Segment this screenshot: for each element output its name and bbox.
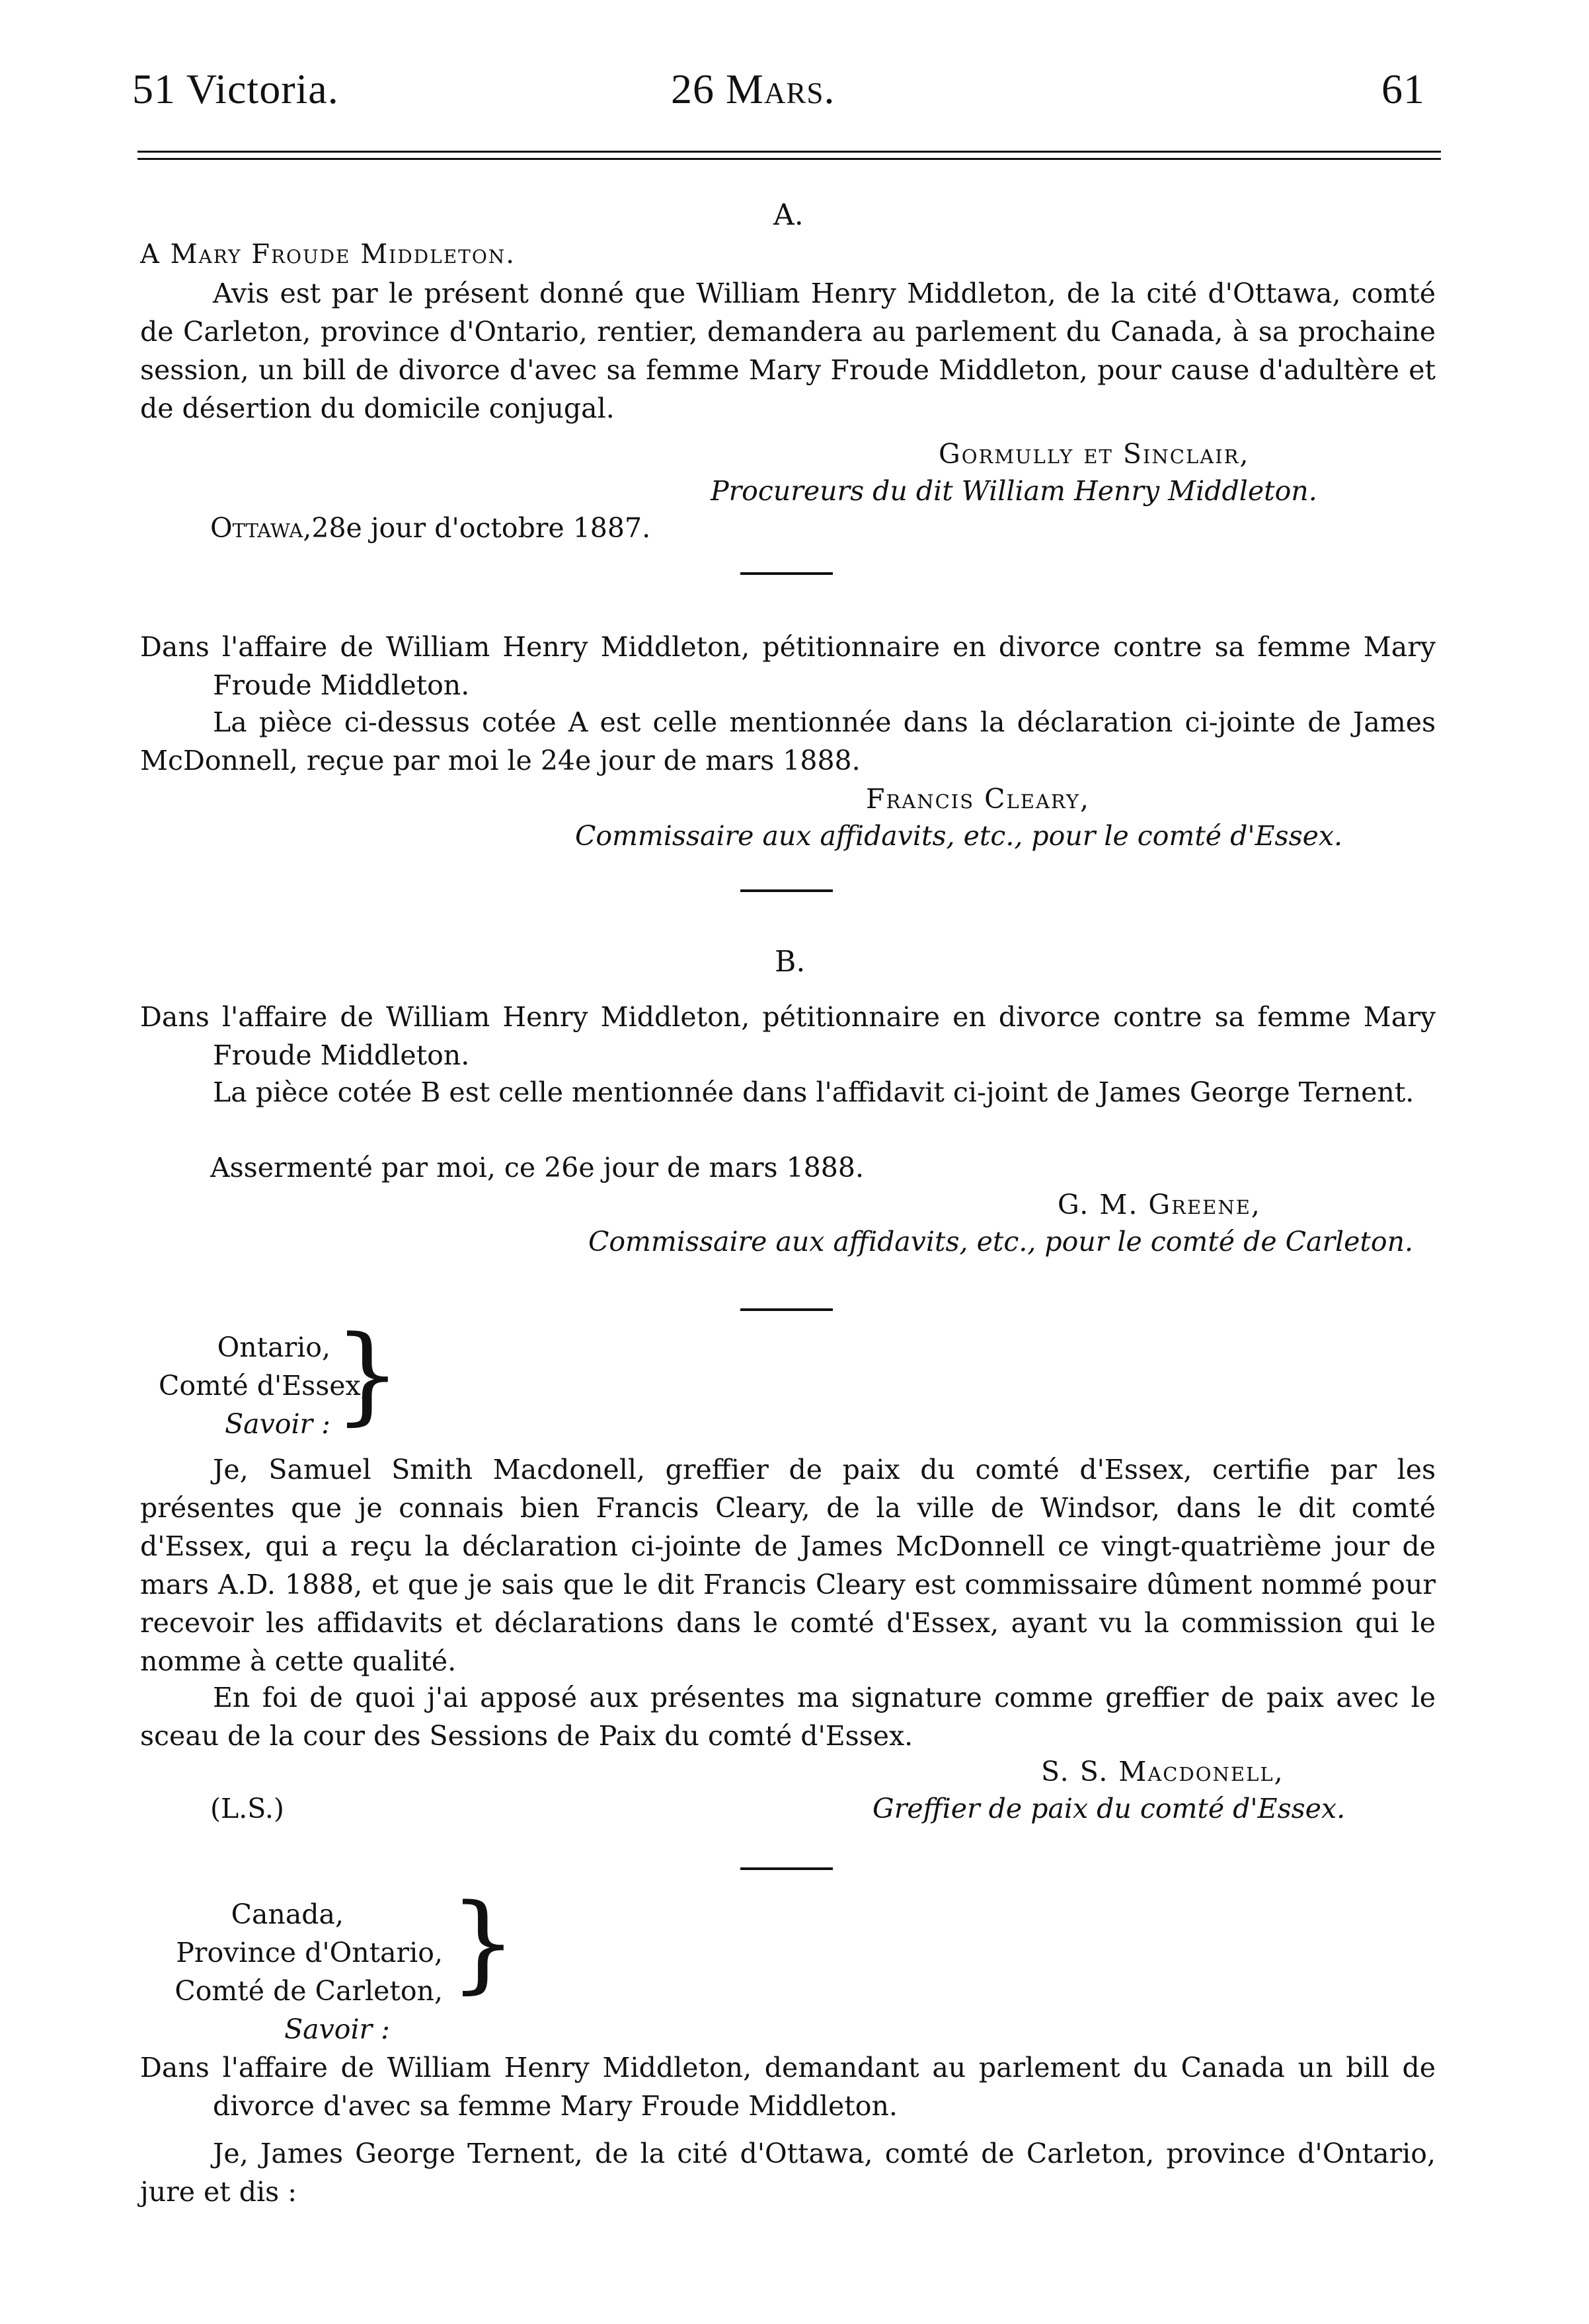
- addressee: A Mary Froude Middleton.: [140, 239, 516, 270]
- seal-mark: (L.S.): [210, 1793, 284, 1824]
- header-rule: [137, 151, 1441, 160]
- venue-essex-line-1: Ontario,: [217, 1331, 330, 1363]
- sworn-line: Assermenté par moi, ce 26e jour de mars 1888.: [210, 1152, 865, 1183]
- dateline: [210, 509, 650, 547]
- macdonell-paragraph-2: En foi de quoi j'ai apposé aux présentes ma signature comme greffier de paix avec le sceau de la cour des Sessions de Paix du comté d'Essex.: [140, 1682, 1436, 1752]
- venue-essex: [159, 1328, 369, 1443]
- venue-carleton-line-4: Savoir :: [284, 2013, 390, 2045]
- separator-2: [740, 889, 833, 892]
- venue-carleton-line-2: Province d'Ontario,: [176, 1937, 443, 1968]
- exhibit-letter-a: A.: [773, 198, 804, 232]
- greene-paragraph: La pièce cotée B est celle mentionnée dans l'affidavit ci-joint de James George Ternent.: [213, 1076, 1415, 1108]
- venue-carleton-line-1: Canada,: [231, 1898, 344, 1930]
- cleary-paragraph: La pièce ci-dessus cotée A est celle mentionnée dans la déclaration ci-jointe de James McDonnell, reçue par moi le 24e jour de mars 1888.: [140, 706, 1436, 776]
- brace-essex: }: [334, 1312, 401, 1436]
- signer-gormully: Gormully et Sinclair,: [939, 438, 1250, 470]
- signer-title-cleary: Commissaire aux affidavits, etc., pour le comté d'Essex.: [575, 820, 1343, 852]
- ternent-paragraph: Je, James George Ternent, de la cité d'Ottawa, comté de Carleton, province d'Ontario, jure et dis :: [140, 2138, 1436, 2208]
- separator-3: [740, 1308, 833, 1311]
- caption-greene: Dans l'affaire de William Henry Middleton, pétitionnaire en divorce contre sa femme Mary Froude Middleton.: [140, 1001, 1436, 1071]
- header-center: 26 Mars.: [671, 65, 835, 112]
- separator-1: [740, 572, 833, 575]
- header-left: 51 Victoria.: [132, 65, 339, 112]
- caption-ternent: Dans l'affaire de William Henry Middleton, demandant au parlement du Canada un bill de divorce d'avec sa femme Mary Froude Middleton.: [140, 2052, 1436, 2122]
- dateline-date: 28e jour d'octobre 1887.: [311, 512, 651, 544]
- brace-carleton: }: [449, 1881, 517, 2004]
- separator-4: [740, 1867, 833, 1870]
- venue-carleton-line-3: Comté de Carleton,: [174, 1975, 443, 2007]
- venue-essex-line-2: Comté d'Essex,: [159, 1370, 369, 1402]
- page-number: 61: [1381, 65, 1425, 112]
- venue-essex-line-3: Savoir :: [225, 1408, 330, 1440]
- signer-title-procureurs: Procureurs du dit William Henry Middleton.: [711, 475, 1317, 507]
- macdonell-paragraph: Je, Samuel Smith Macdonell, greffier de paix du comté d'Essex, certifie par les présentes que je connais bien Francis Cleary, de la ville de Windsor, dans le dit comté d'Essex, qui a reçu la déclaration ci-jointe de James McDonnell ce vingt-quatrième jour de mars A.D. 1888, et que je sais que le dit Francis Cleary est commissaire dûment nommé pour recevoir les affidavits et déclarations dans le comté d'Essex, ayant vu la commission qui le nomme à cette qualité.: [140, 1454, 1436, 1677]
- signer-cleary: Francis Cleary,: [866, 783, 1091, 815]
- caption-cleary: Dans l'affaire de William Henry Middleton, pétitionnaire en divorce contre sa femme Mary Froude Middleton.: [140, 631, 1436, 701]
- exhibit-letter-b: B.: [775, 945, 806, 979]
- signer-macdonell: S. S. Macdonell,: [1041, 1756, 1284, 1787]
- signer-greene: G. M. Greene,: [1058, 1189, 1261, 1220]
- signer-title-macdonell: Greffier de paix du comté d'Essex.: [872, 1793, 1346, 1824]
- signer-title-greene: Commissaire aux affidavits, etc., pour le comté de Carleton.: [588, 1226, 1414, 1257]
- dateline-place: Ottawa,: [210, 512, 312, 544]
- venue-carleton: [112, 1895, 443, 2048]
- notice-paragraph: Avis est par le présent donné que William Henry Middleton, de la cité d'Ottawa, comté de Carleton, province d'Ontario, rentier, demandera au parlement du Canada, à sa prochaine session, un bill de divorce d'avec sa femme Mary Froude Middleton, pour cause d'adultère et de désertion du domicile conjugal.: [140, 278, 1436, 424]
